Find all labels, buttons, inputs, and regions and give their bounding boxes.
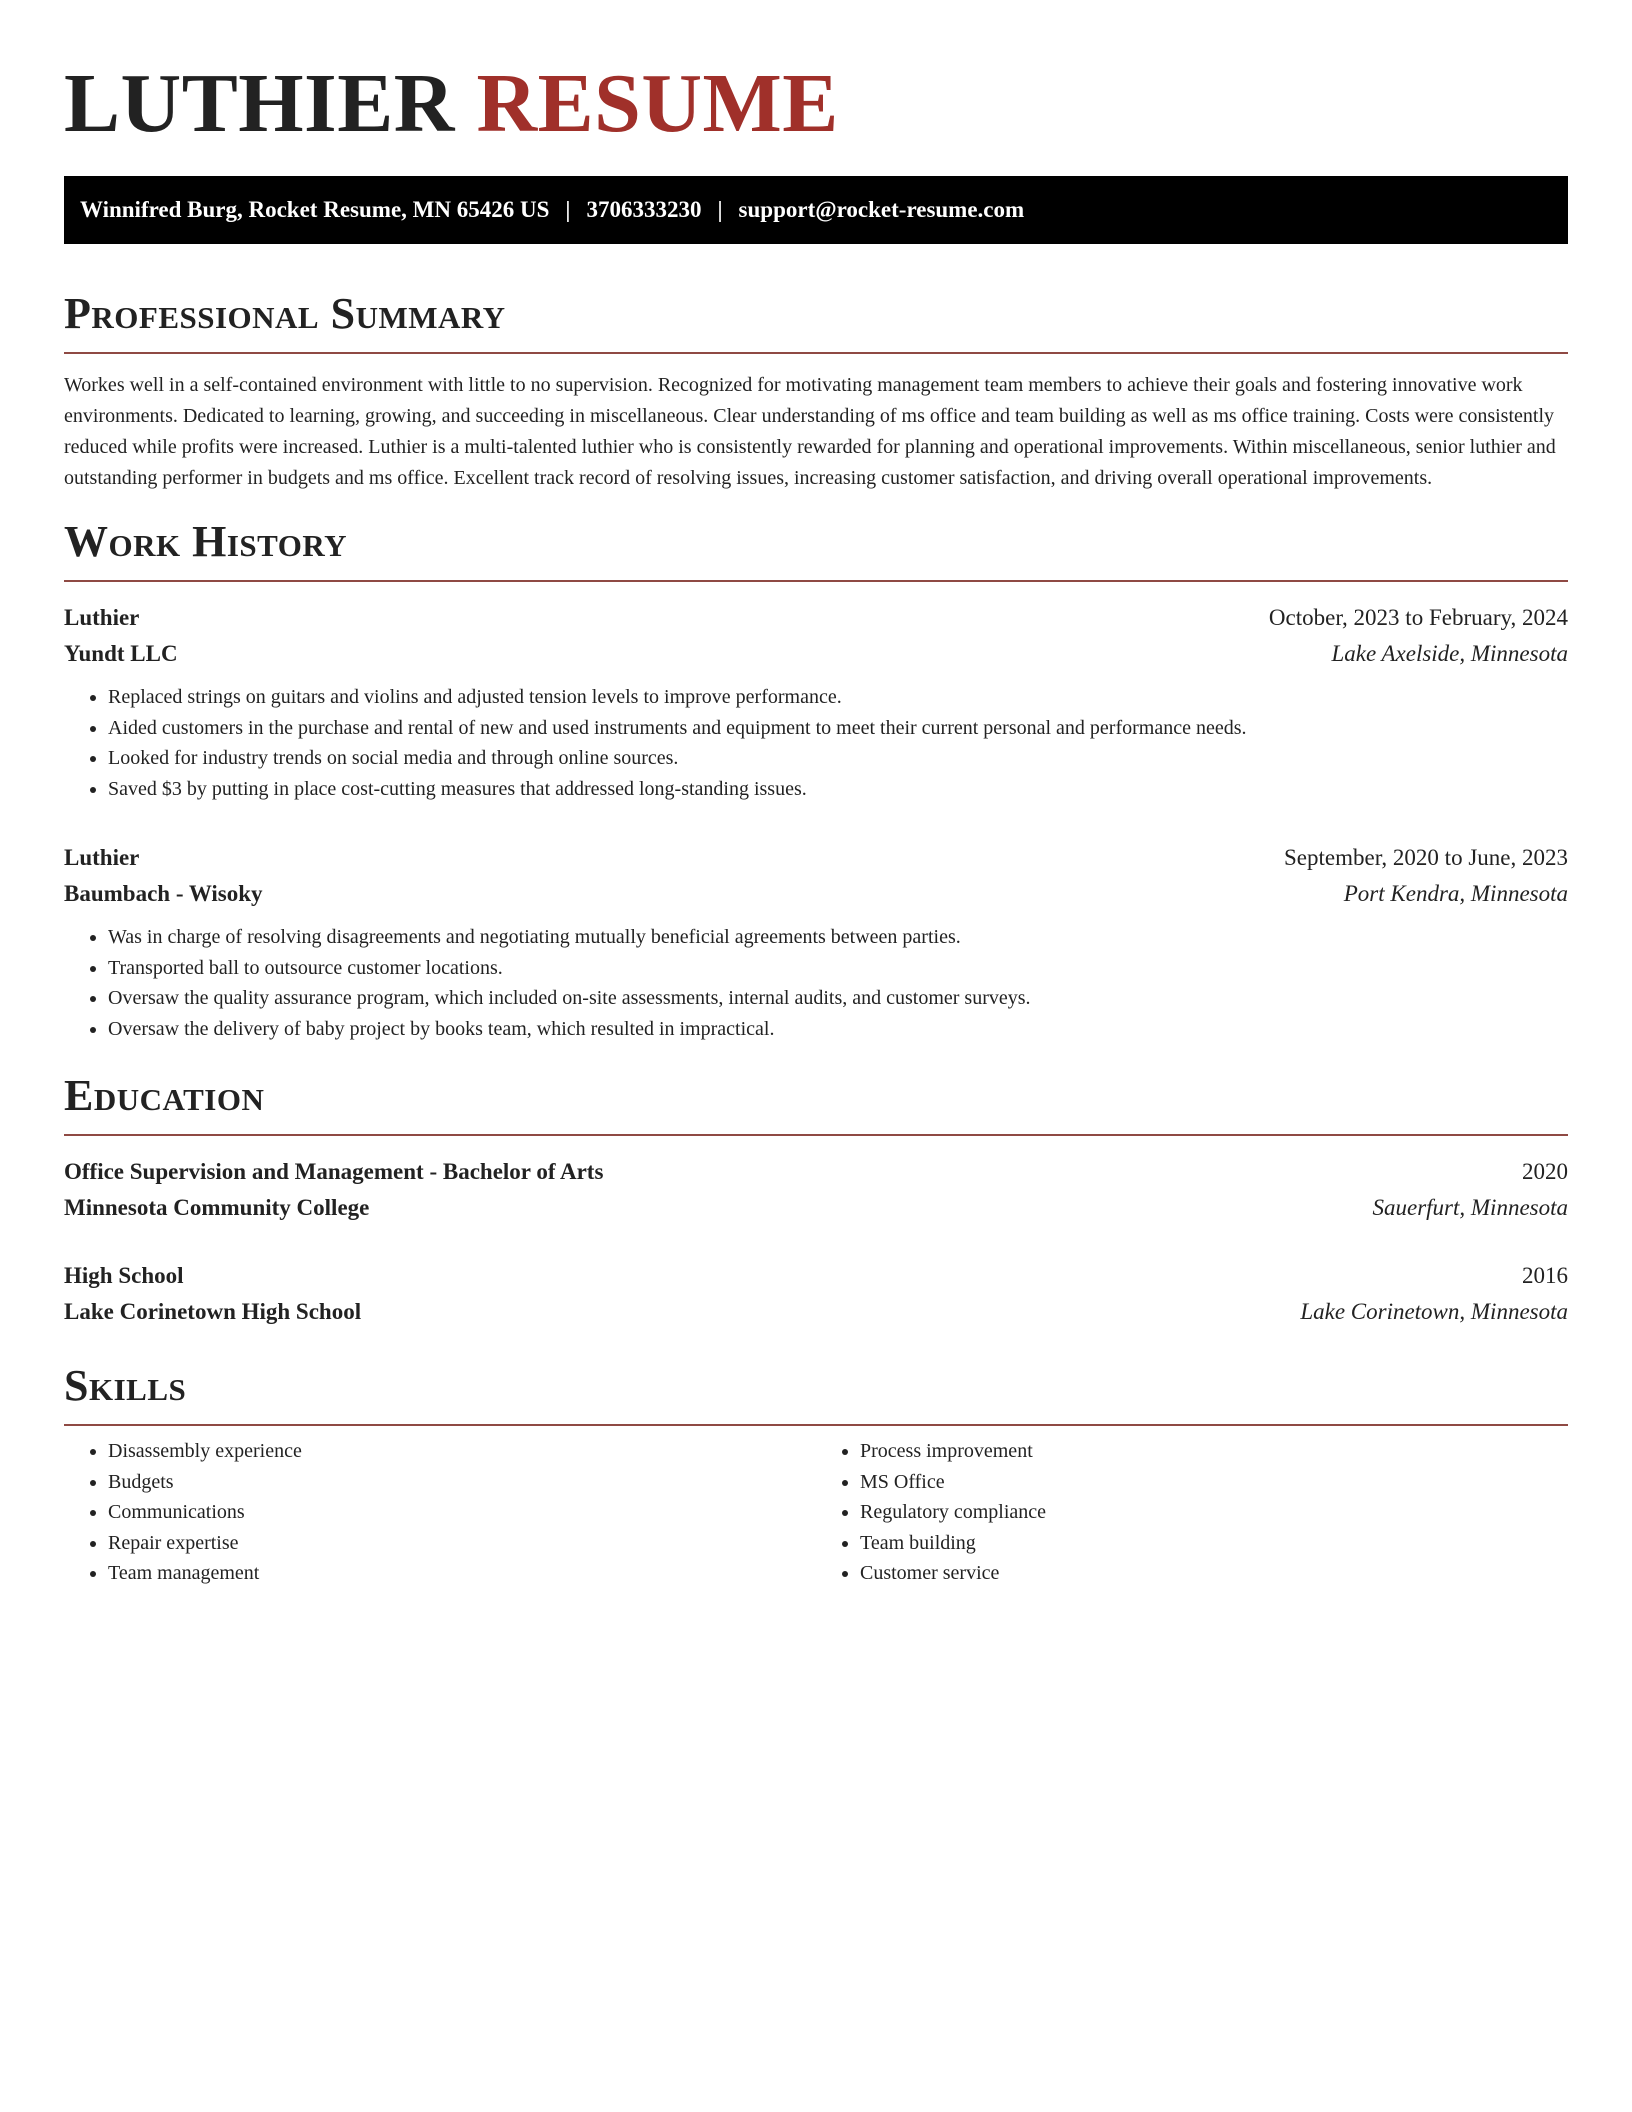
job-bullet: • Aided customers in the purchase and rental of new and used instruments and equipment to meet their current personal and performance needs. [108,713,1568,744]
contact-separator: | [565,197,571,222]
skill-item: • Process improvement [860,1436,1568,1467]
job-bullet: • Replaced strings on guitars and violins and adjusted tension levels to improve performance. [108,682,1568,713]
job-location: Port Kendra, Minnesota [1343,881,1568,906]
skill-item: • Regulatory compliance [860,1497,1568,1528]
resume-title [64,52,1568,156]
contact-address: Winnifred Burg, Rocket Resume, MN 65426 US [80,197,550,222]
job-bullet: • Transported ball to outsource customer locations. [108,953,1568,984]
skills-grid [64,1436,1568,1589]
section-divider [64,1134,1568,1136]
skill-item: • Communications [108,1497,816,1528]
skills-list-left [64,1436,816,1589]
job-bullet: • Looked for industry trends on social media and through online sources. [108,743,1568,774]
job-title: Luthier [64,605,140,630]
job-bullet: • Saved $3 by putting in place cost-cutting measures that addressed long-standing issues. [108,774,1568,805]
work-history-section [64,516,1568,1044]
job-company: Yundt LLC [64,641,178,666]
education-school-row [64,1190,1568,1226]
summary-text: Workes well in a self-contained environment with little to no supervision. Recognized for motivating management team members to achieve their goals and fostering innovative work environments. Dedicated to learning, growing, and succeeding in miscellaneous. Clear understanding of ms office and team building as well as ms office training. Costs were consistently reduced while profits were increased. Luthier is a multi-talented luthier who is consistently rewarded for planning and operational improvements. Within miscellaneous, senior luthier and outstanding performer in budgets and ms office. Excellent track record of resolving issues, increasing customer satisfaction, and driving overall operational improvements. [64,374,1556,489]
education-location: Lake Corinetown, Minnesota [1300,1299,1568,1324]
job-bullets [64,682,1568,804]
section-divider [64,1424,1568,1426]
education-entry [64,1154,1568,1226]
job-dates: September, 2020 to June, 2023 [1284,845,1568,870]
education-degree-row [64,1154,1568,1190]
education-degree: Office Supervision and Management - Bachelor of Arts [64,1159,604,1184]
job-bullets [64,922,1568,1044]
job-company-row [64,636,1568,672]
title-part-1: LUTHIER [64,57,455,150]
education-heading: Education [64,1071,265,1120]
contact-email: support@rocket-resume.com [738,197,1025,222]
job-title: Luthier [64,845,140,870]
skill-item: • Team management [108,1558,816,1589]
education-school: Lake Corinetown High School [64,1299,362,1324]
job-title-row [64,600,1568,636]
skills-heading: Skills [64,1361,187,1410]
skill-item: • Customer service [860,1558,1568,1589]
summary-section [64,288,1568,494]
job-bullet: • Oversaw the quality assurance program, which included on-site assessments, internal audits, and customer surveys. [108,983,1568,1014]
education-year: 2020 [1522,1159,1568,1184]
education-year: 2016 [1522,1263,1568,1288]
education-location: Sauerfurt, Minnesota [1372,1195,1568,1220]
contact-separator: | [717,197,723,222]
job-entry [64,600,1568,804]
skill-item: • Team building [860,1528,1568,1559]
skill-item: • MS Office [860,1467,1568,1498]
contact-bar [64,176,1568,244]
skill-item: • Budgets [108,1467,816,1498]
education-degree-row [64,1258,1568,1294]
job-bullet: • Was in charge of resolving disagreements and negotiating mutually beneficial agreements between parties. [108,922,1568,953]
summary-heading: Professional Summary [64,289,506,338]
work-history-heading: Work History [64,517,348,566]
job-bullet: • Oversaw the delivery of baby project by books team, which resulted in impractical. [108,1014,1568,1045]
job-company-row [64,876,1568,912]
contact-phone: 3706333230 [586,197,702,222]
education-degree: High School [64,1263,184,1288]
skill-item: • Repair expertise [108,1528,816,1559]
job-entry [64,840,1568,1044]
education-school-row [64,1294,1568,1330]
education-section [64,1070,1568,1330]
job-title-row [64,840,1568,876]
title-part-2: RESUME [476,57,839,150]
education-entry [64,1258,1568,1330]
skills-list-right [816,1436,1568,1589]
job-company: Baumbach - Wisoky [64,881,263,906]
education-school: Minnesota Community College [64,1195,370,1220]
skill-item: • Disassembly experience [108,1436,816,1467]
section-divider [64,580,1568,582]
job-location: Lake Axelside, Minnesota [1331,641,1568,666]
job-dates: October, 2023 to February, 2024 [1268,605,1568,630]
section-divider [64,352,1568,354]
skills-section [64,1360,1568,1589]
